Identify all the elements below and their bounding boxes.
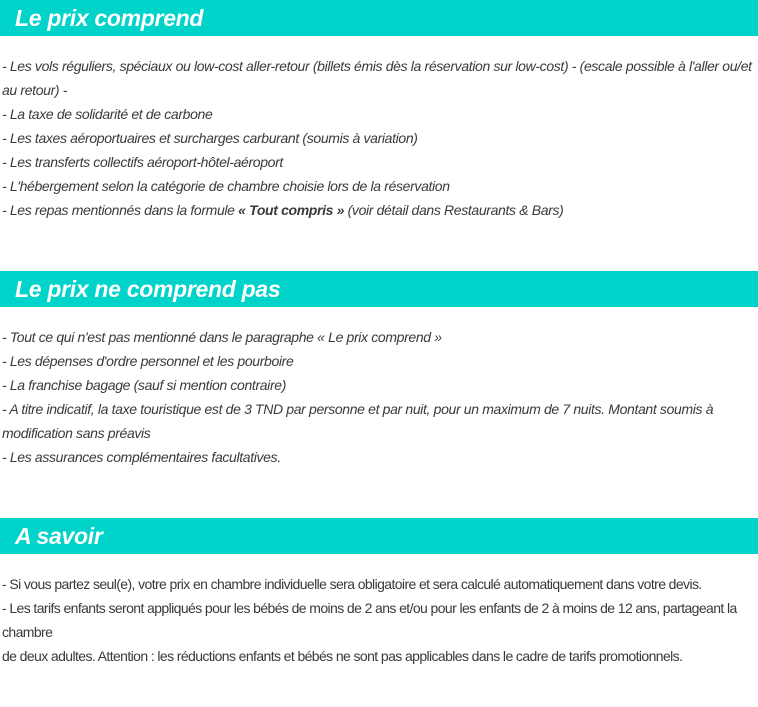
excludes-list <box>0 307 758 469</box>
includes-list <box>0 36 758 222</box>
list-item: - Si vous partez seul(e), votre prix en chambre individuelle sera obligatoire et sera calculé automatiquement dans votre devis. <box>2 576 702 592</box>
list-item-text: (voir détail dans Restaurants & Bars) <box>344 202 564 218</box>
section-header <box>0 271 758 307</box>
section-price-excludes <box>0 271 758 518</box>
section-price-includes <box>0 0 758 271</box>
list-item: - Les dépenses d'ordre personnel et les pourboire <box>2 353 294 369</box>
section-header <box>0 0 758 36</box>
info-list <box>0 554 758 668</box>
list-item: - La taxe de solidarité et de carbone <box>2 106 213 122</box>
list-item: - A titre indicatif, la taxe touristique est de 3 TND par personne et par nuit, pour un maximum de 7 nuits. Montant soumis à modification sans préavis <box>2 401 714 441</box>
list-item <box>2 198 758 222</box>
list-item: - Les transferts collectifs aéroport-hôtel-aéroport <box>2 154 283 170</box>
section-header <box>0 518 758 554</box>
list-item: - Les tarifs enfants seront appliqués pour les bébés de moins de 2 ans et/ou pour les enfants de 2 à moins de 12 ans, partageant la chambre <box>2 600 737 640</box>
section-title: Le prix ne comprend pas <box>15 275 281 302</box>
section-title: A savoir <box>15 522 103 549</box>
list-item: - L'hébergement selon la catégorie de chambre choisie lors de la réservation <box>2 178 450 194</box>
list-item: - Les vols réguliers, spéciaux ou low-cost aller-retour (billets émis dès la réservation sur low-cost) - (escale possible à l'aller ou/et au retour) - <box>2 58 752 98</box>
list-item: - Tout ce qui n'est pas mentionné dans le paragraphe « Le prix comprend » <box>2 329 442 345</box>
list-item-bold: « Tout compris » <box>238 202 345 218</box>
section-title: Le prix comprend <box>15 4 204 31</box>
list-item: de deux adultes. Attention : les réductions enfants et bébés ne sont pas applicables dans le cadre de tarifs promotionnels. <box>2 648 683 664</box>
list-item: - Les taxes aéroportuaires et surcharges carburant (soumis à variation) <box>2 130 418 146</box>
list-item: - Les assurances complémentaires facultatives. <box>2 449 281 465</box>
section-good-to-know <box>0 518 758 668</box>
list-item-text: - Les repas mentionnés dans la formule <box>2 202 239 218</box>
list-item: - La franchise bagage (sauf si mention contraire) <box>2 377 287 393</box>
